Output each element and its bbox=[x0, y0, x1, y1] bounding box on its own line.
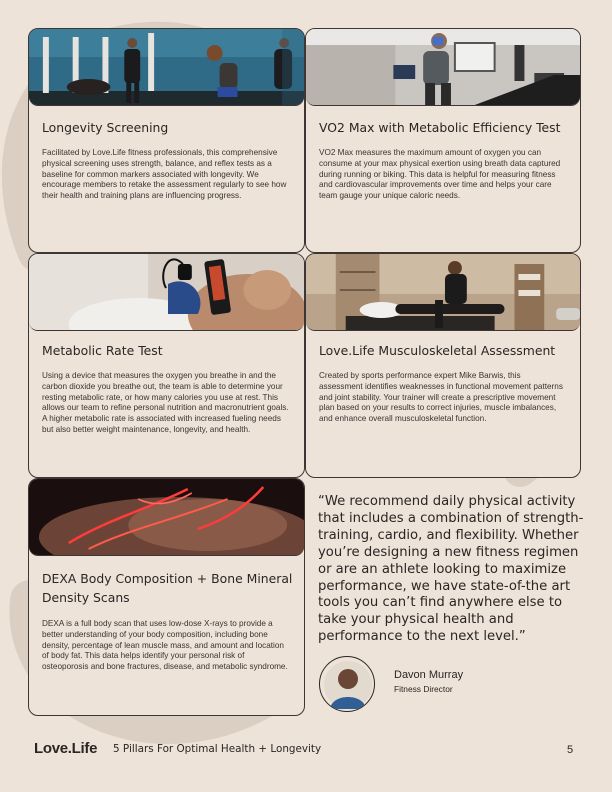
card-metabolic-rate-test bbox=[28, 253, 305, 478]
card-description: Created by sports performance expert Mike Barwis, this assessment identifies weaknesses in functional movement patterns and joint stability. Your trainer will create a prescriptive movement plan based on your results to correct injuries, muscle imbalances, and enhance overall musculoskeletal function. bbox=[319, 371, 563, 424]
director-quote: “We recommend daily physical activity that includes a combination of strength-training, cardio, and flexibility. Whether you’re designing a new fitness regimen or are an athlete looking to maximize performance, we have state-of-the art tools you can’t find anywhere else to take your physical health and performance to the next level.” bbox=[318, 494, 584, 645]
card-vo2-max bbox=[305, 28, 581, 253]
director-role: Fitness Director bbox=[394, 684, 453, 694]
footer-tagline: 5 Pillars For Optimal Health + Longevity bbox=[113, 743, 322, 755]
card-title: VO2 Max with Metabolic Efficiency Test bbox=[319, 120, 561, 135]
breathing-device-photo bbox=[29, 254, 304, 331]
card-title: Love.Life Musculoskeletal Assessment bbox=[319, 343, 556, 358]
card-description: DEXA is a full body scan that uses low-dose X-rays to provide a better understanding of your body composition, including bone density, percentage of lean muscle mass, and amount and location of body fat. This data helps identify your personal risk of osteoporosis and bone fractures, disease, and metabolic syndrome. bbox=[42, 619, 288, 672]
director-name: Davon Murray bbox=[394, 669, 464, 681]
card-title: Longevity Screening bbox=[42, 120, 169, 135]
laser-scan-photo bbox=[29, 479, 304, 556]
card-description: Facilitated by Love.Life fitness professionals, this comprehensive physical screening uses strength, balance, and reflex tests as a baseline for common markers associated with longevity. We encourage members to retake the assessment regularly to see how their health and training plans are influencing progress. bbox=[42, 148, 287, 201]
card-description: VO2 Max measures the maximum amount of oxygen you can consume at your max physical exertion using breath data captured during running or biking. This data is helpful for measuring fitness and cardiovascular improvements over time and helps your care team gauge your unique caloric needs. bbox=[319, 148, 561, 201]
page-number: 5 bbox=[567, 744, 574, 756]
treadmill-mask-photo bbox=[306, 29, 580, 106]
director-avatar bbox=[319, 656, 375, 712]
card-musculoskeletal-assessment bbox=[305, 253, 581, 478]
gym-screening-photo bbox=[29, 29, 304, 106]
card-title: Metabolic Rate Test bbox=[42, 343, 163, 358]
card-dexa-scan bbox=[28, 478, 305, 716]
stretch-table-photo bbox=[306, 254, 580, 331]
card-title: DEXA Body Composition + Bone Mineral Density Scans bbox=[42, 571, 293, 605]
card-description: Using a device that measures the oxygen you breathe in and the carbon dioxide you breathe out, the team is able to determine your resting metabolic rate, or how many calories you use at rest. This allows our team to refine personal nutrition and macronutrient goals. A higher metabolic rate is associated with increased fueling needs but also better weight maintenance, longevity, and health. bbox=[42, 371, 289, 434]
brand-logo: Love.Life bbox=[34, 740, 98, 757]
card-longevity-screening bbox=[28, 28, 305, 253]
